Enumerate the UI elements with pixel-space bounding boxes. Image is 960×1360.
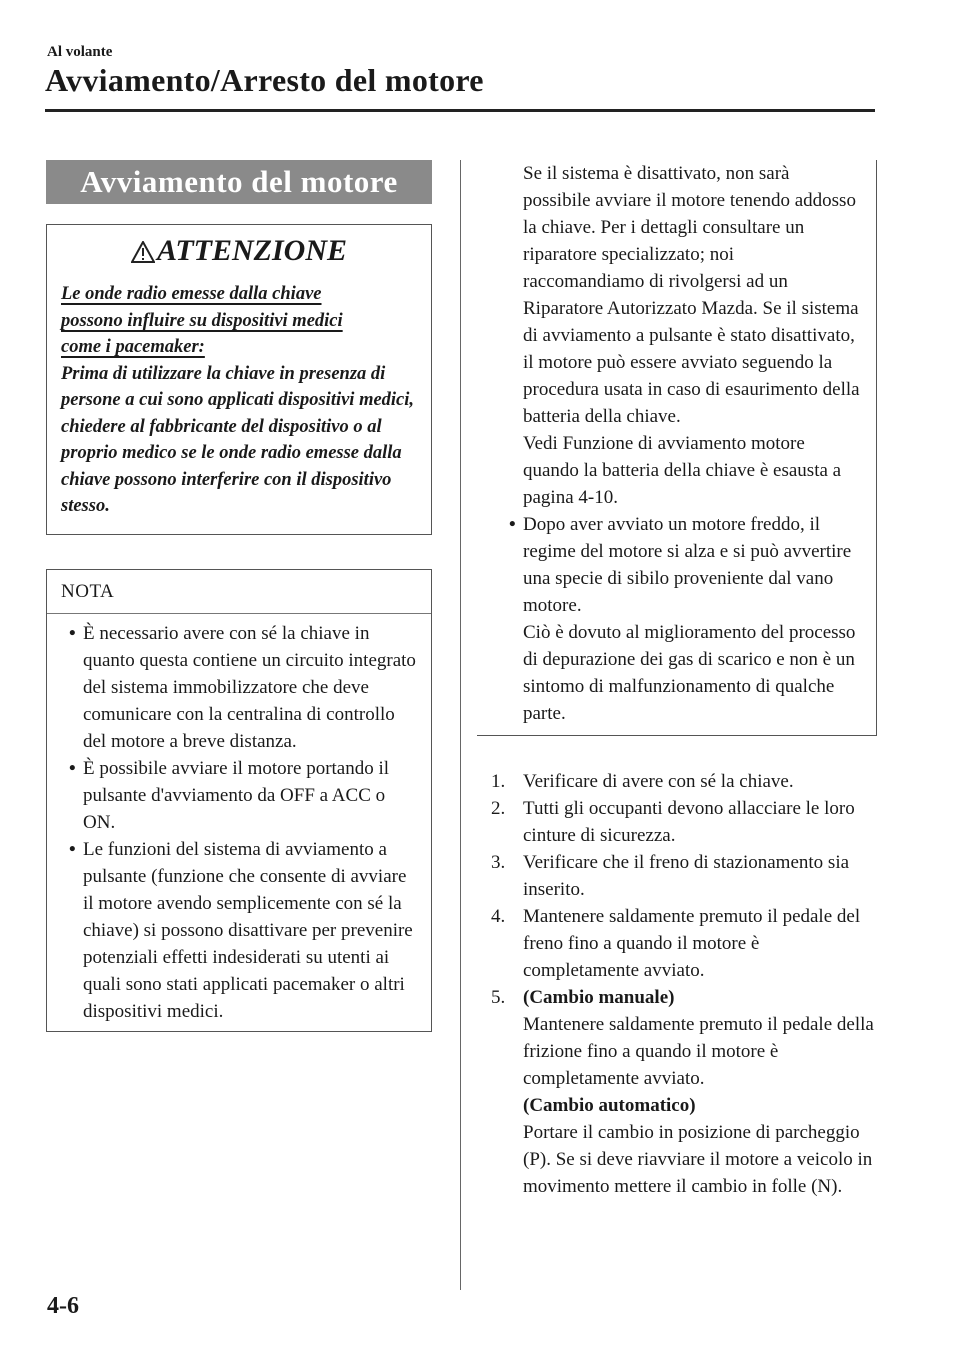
note-title: NOTA <box>61 580 115 602</box>
step-text: Tutti gli occupanti devono allacciare le loro cinture di sicurezza. <box>523 798 855 846</box>
manual-transmission-label: (Cambio manuale) <box>523 987 675 1008</box>
step-item <box>477 849 877 903</box>
note-continuation-box <box>477 160 877 736</box>
automatic-transmission-label: (Cambio automatico) <box>523 1095 696 1116</box>
step-item <box>477 903 877 984</box>
step-item <box>477 984 877 1200</box>
step-number: 4. <box>491 906 506 927</box>
step-item <box>477 795 877 849</box>
page-number: 4-6 <box>47 1293 79 1319</box>
note-bullet-text: È necessario avere con sé la chiave in quanto questa contiene un circuito integrato del sistema immobilizzatore che deve comunicare con la centralina di controllo del motore a breve distanza. <box>83 622 416 752</box>
automatic-transmission-text: Portare il cambio in posizione di parcheggio (P). Se si deve riavviare il motore a veicolo in movimento mettere il cambio in folle (N). <box>523 1122 873 1197</box>
note-bullet-text: Le funzioni del sistema di avviamento a pulsante (funzione che consente di avviare il motore avendo semplicemente con sé la chiave) si possono disattivare per prevenire potenziali effetti indesiderati su utenti ai quali sono stati applicati pacemaker o altri dispositivi medici. <box>83 838 413 1022</box>
step-text: Verificare di avere con sé la chiave. <box>523 771 794 792</box>
bullet-dot: • <box>69 757 76 779</box>
warning-header <box>61 231 417 271</box>
warning-underlined-line: Le onde radio emesse dalla chiave <box>61 284 322 304</box>
warning-text <box>61 281 417 520</box>
note-bullet <box>501 511 860 619</box>
warning-title: ATTENZIONE <box>156 234 348 267</box>
note-bullet-text: Dopo aver avviato un motore freddo, il regime del motore si alza e si può avvertire una specie di sibilo proveniente dal vano motore. <box>523 514 852 616</box>
note-box <box>46 569 432 1032</box>
step-text: Verificare che il freno di stazionamento sia inserito. <box>523 852 850 900</box>
header-rule <box>45 109 875 112</box>
manual-transmission-text: Mantenere saldamente premuto il pedale della frizione fino a quando il motore è completamente avviato. <box>523 1014 874 1089</box>
note-bullet <box>61 755 417 836</box>
step-item <box>477 768 877 795</box>
steps-list <box>477 768 877 1200</box>
right-column <box>477 160 877 1200</box>
page-title: Avviamento/Arresto del motore <box>45 62 484 98</box>
warning-underlined-line: possono influire su dispositivi medici <box>61 310 343 331</box>
step-number: 2. <box>491 798 506 819</box>
section-heading: Avviamento del motore <box>46 160 432 204</box>
bullet-dot: • <box>509 514 516 535</box>
warning-underlined-line: come i pacemaker: <box>61 337 205 357</box>
warning-box <box>46 224 432 535</box>
warning-body: Prima di utilizzare la chiave in presenza di persone a cui sono applicati dispositivi medici, chiedere al fabbricante del dispositivo o al proprio medico se le onde radio emesse dalla chiave possono interferire con il dispositivo stesso. <box>61 363 415 516</box>
step-number: 3. <box>491 852 506 873</box>
left-column <box>46 160 432 1032</box>
note-bullet <box>61 836 417 1025</box>
bullet-dot: • <box>69 838 76 860</box>
step-text: Mantenere saldamente premuto il pedale del freno fino a quando il motore è completamente avviato. <box>523 906 861 981</box>
warning-triangle-icon <box>131 241 155 263</box>
note-bullet-text: È possibile avviare il motore portando il pulsante d'avviamento da OFF a ACC o ON. <box>83 757 390 833</box>
section-label: Al volante <box>47 44 113 60</box>
note-continuation: Se il sistema è disattivato, non sarà possibile avviare il motore tenendo addosso la chiave. Per i dettagli consultare un riparatore specializzato; noi raccomandiamo di rivolgersi ad un Riparatore Autorizzato Mazda. Se il sistema di avviamento a pulsante è stato disattivato, il motore può essere avviato seguendo la procedura usata in caso di esaurimento della batteria della chiave. <box>523 163 860 427</box>
note-divider <box>47 613 431 614</box>
note-bullet <box>61 620 417 755</box>
bullet-dot: • <box>69 622 76 644</box>
step-number: 5. <box>491 987 506 1008</box>
step-number: 1. <box>491 771 506 792</box>
note-continuation-ref: Vedi Funzione di avviamento motore quando la batteria della chiave è esausta a pagina 4-10. <box>523 433 842 508</box>
note-bullet-extra: Ciò è dovuto al miglioramento del processo di depurazione dei gas di scarico e non è un sintomo di malfunzionamento di qualche parte. <box>523 622 856 724</box>
column-divider <box>460 160 461 1290</box>
